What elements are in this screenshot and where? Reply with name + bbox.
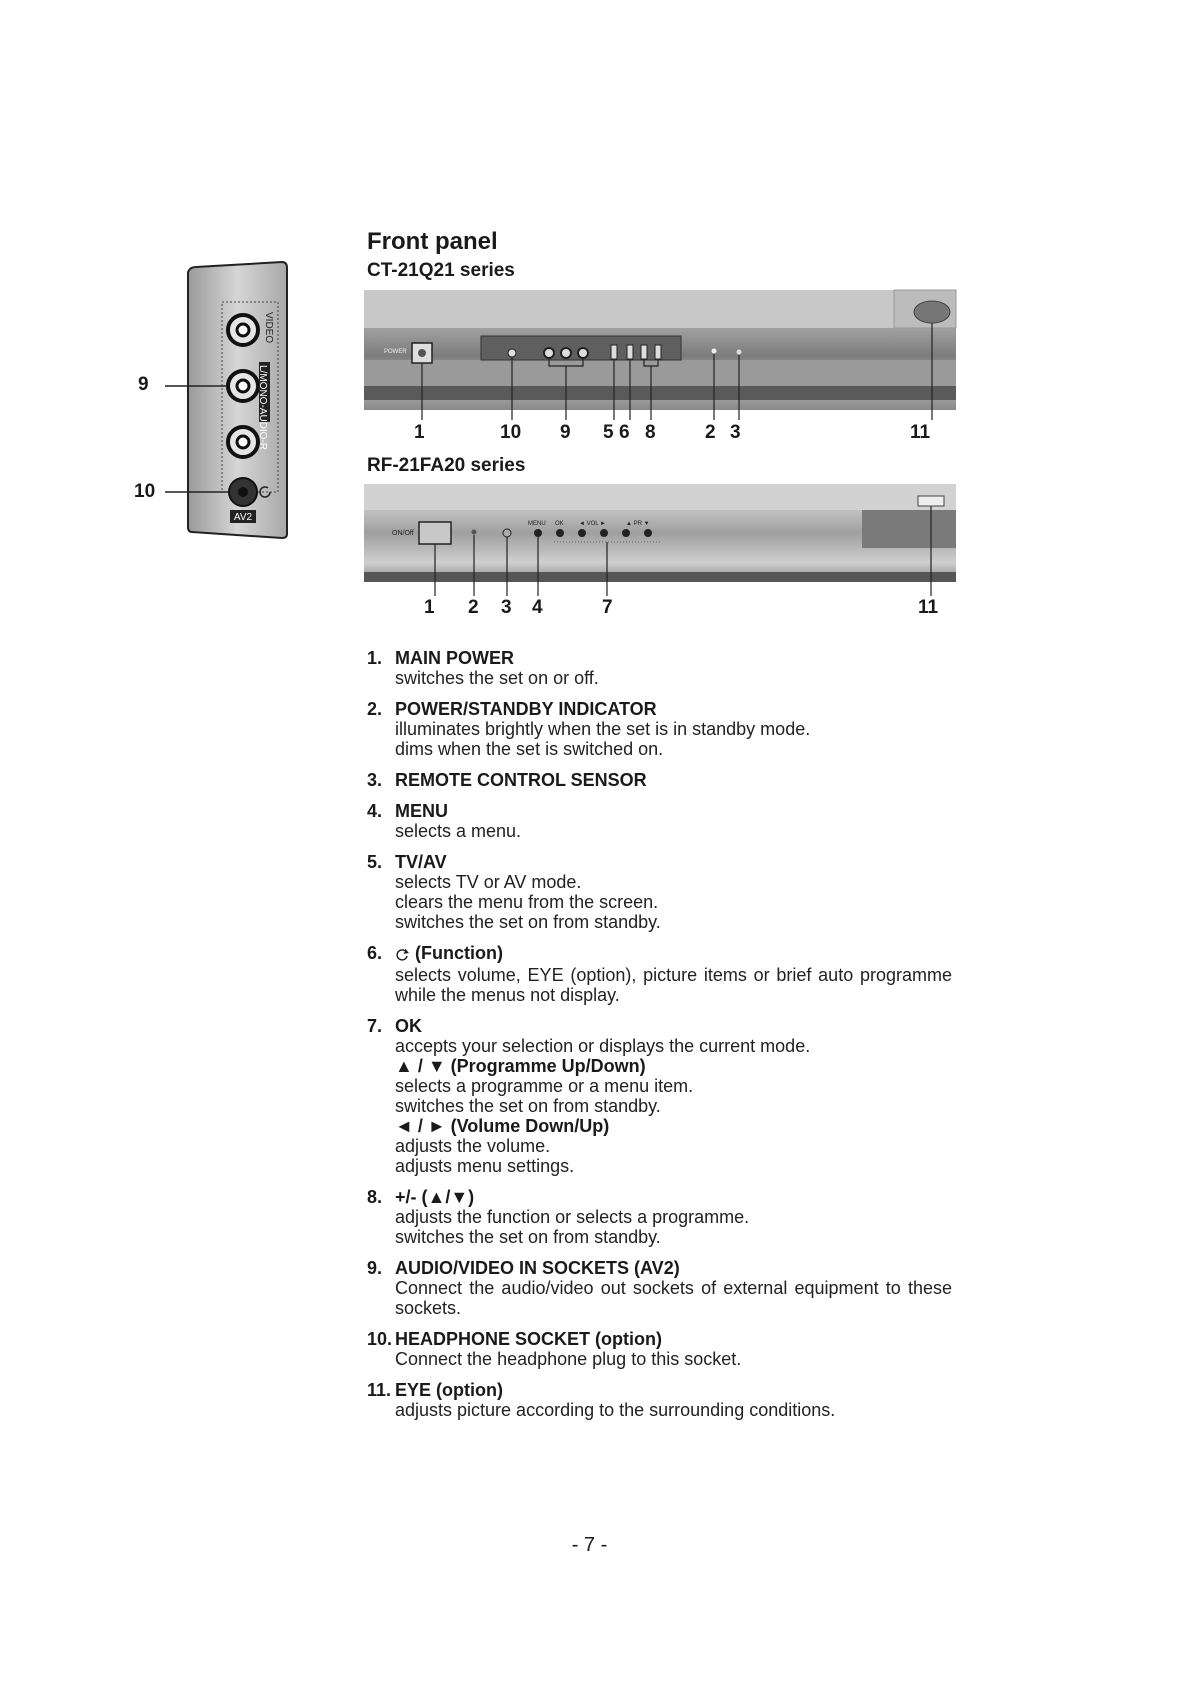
item-number: 1.	[367, 648, 383, 668]
panel-b-callout-1: 1	[424, 597, 435, 618]
power-label-a: POWER	[384, 349, 407, 355]
panel-b-callout-2: 2	[468, 597, 479, 618]
list-item	[367, 770, 952, 790]
pr-label-b: ▲ PR ▼	[626, 521, 650, 527]
panel-a-callout-10: 10	[500, 422, 522, 443]
list-item	[367, 1329, 952, 1369]
front-panel-ct21q21	[364, 290, 956, 435]
audio-left-socket	[228, 371, 258, 401]
page-number: - 7 -	[571, 1534, 608, 1556]
vol-label-b: ◄ VOL ►	[579, 521, 606, 527]
item-number: 2.	[367, 699, 383, 719]
item-title: +/- (▲/▼)	[395, 1187, 475, 1207]
menu-label-b: MENU	[528, 521, 546, 527]
panel-a-callout-1: 1	[414, 422, 425, 443]
list-item	[367, 1258, 952, 1318]
item-line: clears the menu from the screen.	[395, 892, 659, 912]
item-line: switches the set on or off.	[395, 668, 599, 688]
item-line: selects a programme or a menu item.	[395, 1076, 694, 1096]
item-title: TV/AV	[395, 852, 447, 872]
panel-a-callout-2: 2	[705, 422, 716, 443]
eye-sensor	[914, 301, 950, 323]
item-line: switches the set on from standby.	[395, 912, 661, 932]
side-av-panel	[130, 262, 300, 542]
item-title: MENU	[395, 801, 448, 821]
menu-button-b	[534, 529, 542, 537]
item-title: EYE (option)	[395, 1380, 503, 1400]
panel-b-callout-11: 11	[918, 597, 939, 618]
list-item	[367, 1187, 952, 1247]
vol-up-button-b	[600, 529, 608, 537]
page-title: Front panel	[367, 228, 498, 255]
item-title: OK	[395, 1016, 422, 1036]
item-title: REMOTE CONTROL SENSOR	[395, 770, 647, 790]
main-power-button-b	[419, 522, 451, 544]
item-number: 6.	[367, 943, 383, 963]
item-line: selects a menu.	[395, 821, 522, 841]
tvav-button-a	[611, 345, 617, 359]
item-subtitle: ▲ / ▼ (Programme Up/Down)	[395, 1056, 646, 1076]
item-line: adjusts the function or selects a programme.	[395, 1207, 750, 1227]
item-line: switches the set on from standby.	[395, 1096, 661, 1116]
side-audio-label: L/MONO-AUDIO-R	[257, 365, 268, 450]
panel-a-callout-3: 3	[730, 422, 741, 443]
item-subtitle: ◄ / ► (Volume Down/Up)	[395, 1116, 610, 1136]
list-item	[367, 648, 952, 688]
item-number: 10.	[367, 1329, 393, 1349]
item-number: 9.	[367, 1258, 383, 1278]
item-line: selects volume, EYE (option), picture items or brief auto programme while the menus not display.	[395, 965, 952, 1005]
item-number: 7.	[367, 1016, 383, 1036]
item-title: AUDIO/VIDEO IN SOCKETS (AV2)	[395, 1258, 680, 1278]
standby-indicator-a	[712, 349, 717, 354]
item-line: adjusts menu settings.	[395, 1156, 575, 1176]
item-line: adjusts picture according to the surrounding conditions.	[395, 1400, 836, 1420]
panel-b-callout-7: 7	[602, 597, 613, 618]
panel-a-callout-9: 9	[560, 422, 571, 443]
front-panel-rf21fa20	[364, 484, 956, 604]
panel-b-callout-4: 4	[532, 597, 543, 618]
item-line: dims when the set is switched on.	[395, 739, 664, 759]
pr-down-button-b	[644, 529, 652, 537]
side-callout-9: 9	[138, 374, 149, 395]
list-item	[367, 1016, 952, 1176]
side-callout-10: 10	[134, 481, 156, 502]
item-line: Connect the audio/video out sockets of external equipment to these sockets.	[395, 1278, 952, 1318]
item-line: switches the set on from standby.	[395, 1227, 661, 1247]
ok-button-b	[556, 529, 564, 537]
item-number: 3.	[367, 770, 383, 790]
panel-a-callout-6: 6	[619, 422, 630, 443]
item-title: (Function)	[415, 943, 503, 963]
list-item	[367, 852, 952, 932]
standby-indicator-b	[472, 530, 477, 535]
item-number: 4.	[367, 801, 383, 821]
list-item	[367, 801, 952, 841]
item-number: 8.	[367, 1187, 383, 1207]
video-socket	[228, 315, 258, 345]
list-item	[367, 699, 952, 759]
item-line: illuminates brightly when the set is in standby mode.	[395, 719, 811, 739]
series-heading-ct21q21: CT-21Q21 series	[367, 260, 515, 281]
item-line: selects TV or AV mode.	[395, 872, 582, 892]
headphone-socket-a	[508, 349, 516, 357]
panel-b-callout-3: 3	[501, 597, 512, 618]
list-item	[367, 1380, 952, 1420]
item-title: HEADPHONE SOCKET (option)	[395, 1329, 662, 1349]
list-item	[367, 943, 952, 1005]
onoff-label-b: ON/Off	[392, 530, 414, 537]
item-title: MAIN POWER	[395, 648, 514, 668]
item-line: accepts your selection or displays the current mode.	[395, 1036, 811, 1056]
panel-a-callout-11: 11	[910, 422, 931, 443]
remote-sensor-b	[503, 529, 511, 537]
item-line: Connect the headphone plug to this socket.	[395, 1349, 742, 1369]
control-description-list	[367, 648, 952, 1431]
function-button-a	[627, 345, 633, 359]
panel-a-callout-8: 8	[645, 422, 656, 443]
av-sockets-a	[544, 348, 588, 358]
item-number: 11.	[367, 1380, 392, 1400]
audio-right-socket	[228, 427, 258, 457]
eye-sensor-b	[918, 496, 944, 506]
function-icon	[395, 945, 409, 965]
side-av2-label: AV2	[233, 512, 253, 523]
series-heading-rf21fa20: RF-21FA20 series	[367, 455, 526, 476]
headphone-socket	[229, 478, 257, 506]
item-title: POWER/STANDBY INDICATOR	[395, 699, 657, 719]
item-line: adjusts the volume.	[395, 1136, 551, 1156]
side-video-label: VIDEO	[263, 312, 274, 344]
panel-a-callout-5: 5	[603, 422, 614, 443]
ok-label-b: OK	[555, 521, 564, 527]
remote-sensor-a	[737, 350, 742, 355]
pr-up-button-b	[622, 529, 630, 537]
vol-down-button-b	[578, 529, 586, 537]
main-power-button-a	[412, 343, 432, 363]
item-number: 5.	[367, 852, 383, 872]
